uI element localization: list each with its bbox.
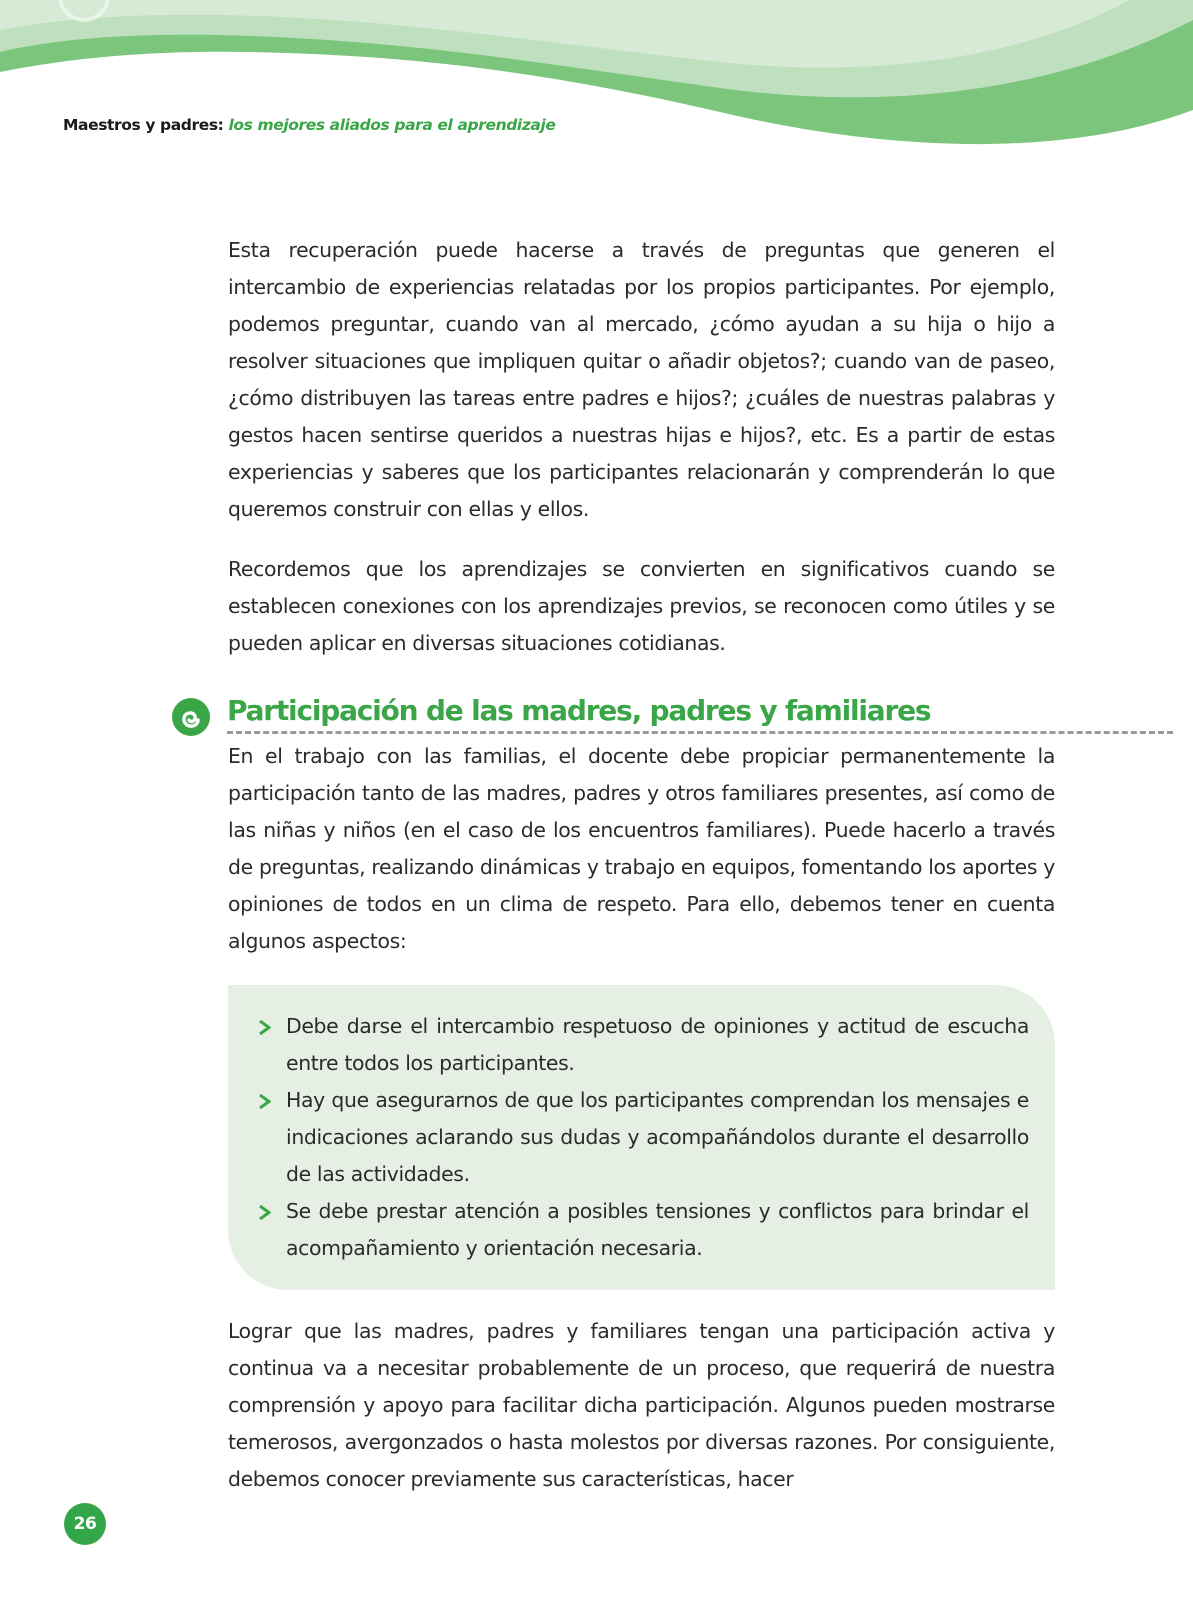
running-header — [63, 116, 556, 134]
header-subtitle: los mejores aliados para el aprendizaje — [228, 116, 556, 134]
section-divider — [227, 731, 1173, 734]
paragraph-recovery: Esta recuperación puede hacerse a través de preguntas que generen el intercambio de experiencias relatadas por los propios participantes. Por ejemplo, podemos preguntar, cuando van al mercado, ¿cómo ayudan a su hija o hijo a resolver situaciones que impliquen quitar o añadir objetos?; cuando van de paseo, ¿cómo distribuyen las tareas entre padres e hijos?; ¿cuáles de nuestras palabras y gestos hacen sentirse queridos a nuestras hijas e hijos?, etc. Es a partir de estas experiencias y saberes que los participantes relacionarán y comprenderán lo que queremos construir con ellas y ellos. — [228, 238, 1055, 521]
chevron-right-icon — [258, 1094, 271, 1109]
list-item-text: Debe darse el intercambio respetuoso de opiniones y actitud de escucha entre todos los participantes. — [286, 1014, 1029, 1075]
paragraph-participation: En el trabajo con las familias, el docente debe propiciar permanentemente la participación tanto de las madres, padres y otros familiares presentes, así como de las niñas y niños (en el caso de los encuentros familiares). Puede hacerlo a través de preguntas, realizando dinámicas y trabajo en equipos, fomentando los aportes y opiniones de todos en un clima de respeto. Para ello, debemos tener en cuenta algunos aspectos: — [228, 744, 1055, 953]
chevron-right-icon — [258, 1020, 271, 1035]
paragraph-meaningful-learning: Recordemos que los aprendizajes se convierten en significativos cuando se establecen conexiones con los aprendizajes previos, se reconocen como útiles y se pueden aplicar en diversas situaciones cotidianas. — [228, 557, 1055, 655]
list-item — [258, 1193, 1029, 1267]
list-item — [258, 1008, 1029, 1082]
list-item-text: Hay que asegurarnos de que los participantes comprendan los mensajes e indicaciones aclarando sus dudas y acompañándolos durante el desarrollo de las actividades. — [286, 1088, 1029, 1186]
aspects-list — [258, 1008, 1029, 1267]
header-wave-decoration — [0, 0, 1193, 160]
header-title: Maestros y padres: — [63, 116, 224, 134]
list-item — [258, 1082, 1029, 1193]
paragraph-active-participation: Lograr que las madres, padres y familiares tengan una participación activa y continua va a necesitar probablemente de un proceso, que requerirá de nuestra comprensión y apoyo para facilitar dicha participación. Algunos pueden mostrarse temerosos, avergonzados o hasta molestos por diversas razones. Por consiguiente, debemos conocer previamente sus características, hacer — [228, 1319, 1055, 1491]
page-number: 26 — [64, 1503, 106, 1545]
section-title: Participación de las madres, padres y familiares — [227, 694, 931, 727]
chevron-right-icon — [258, 1205, 271, 1220]
spiral-icon — [171, 697, 211, 737]
list-item-text: Se debe prestar atención a posibles tensiones y conflictos para brindar el acompañamiento y orientación necesaria. — [286, 1199, 1029, 1260]
